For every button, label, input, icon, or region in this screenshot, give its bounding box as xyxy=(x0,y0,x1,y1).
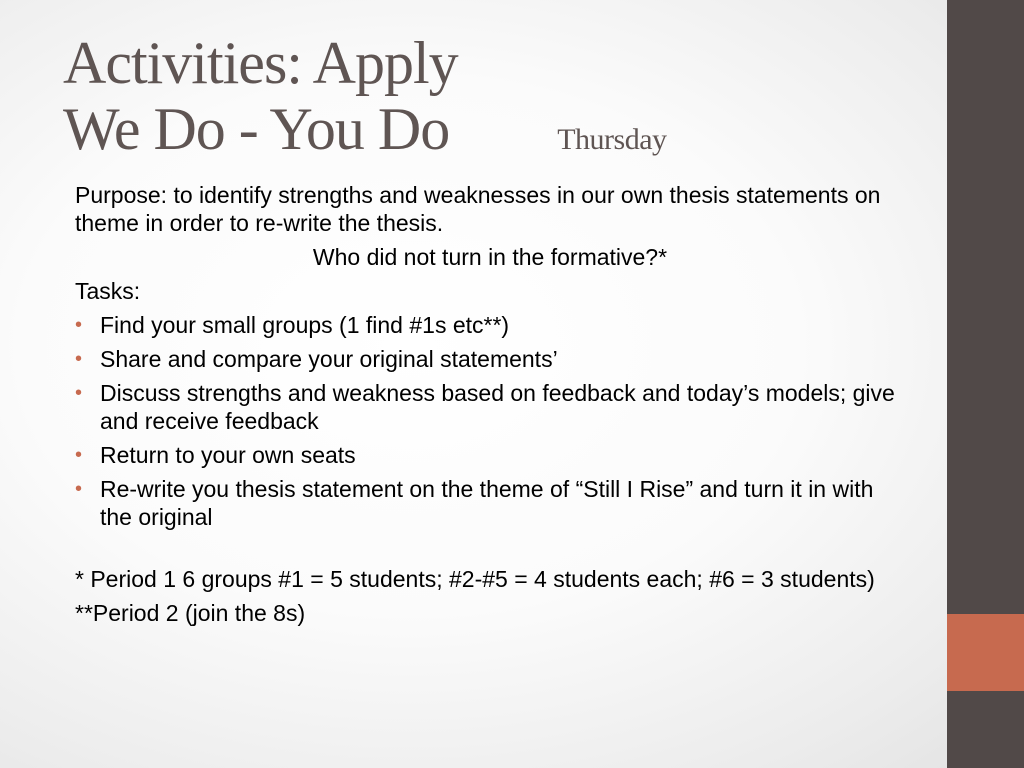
tasks-label: Tasks: xyxy=(75,278,141,304)
bullet-icon: • xyxy=(75,382,83,404)
task-text: Re-write you thesis statement on the theme of “Still I Rise” and turn it in with the original xyxy=(100,476,874,530)
task-text: Discuss strengths and weakness based on feedback and today’s models; give and receive feedback xyxy=(100,380,895,434)
bullet-icon: • xyxy=(75,478,83,500)
footnote-period-1: * Period 1 6 groups #1 = 5 students; #2-#5 = 4 students each; #6 = 3 students) xyxy=(75,566,875,592)
sidebar-accent-block xyxy=(947,614,1024,691)
bullet-icon: • xyxy=(75,348,83,370)
blank-line xyxy=(75,537,905,565)
task-item xyxy=(75,475,905,531)
title-line-1: Activities: Apply xyxy=(63,30,458,96)
bullet-icon: • xyxy=(75,444,83,466)
task-text: Return to your own seats xyxy=(100,442,356,468)
task-item xyxy=(75,441,905,469)
title-line-2-text: We Do - You Do xyxy=(63,96,450,162)
bullet-icon: • xyxy=(75,314,83,336)
task-item xyxy=(75,345,905,373)
footnote-period-2: **Period 2 (join the 8s) xyxy=(75,600,306,626)
task-text: Share and compare your original statements’ xyxy=(100,346,558,372)
slide-title xyxy=(63,30,923,173)
formative-question: Who did not turn in the formative?* xyxy=(312,244,668,270)
title-day: Thursday xyxy=(557,123,667,156)
task-text: Find your small groups (1 find #1s etc**) xyxy=(100,312,510,338)
tasks-list xyxy=(75,311,905,531)
title-line-2 xyxy=(63,96,923,173)
slide-body xyxy=(75,181,905,633)
purpose-text: Purpose: to identify strengths and weaknesses in our own thesis statements on theme in order to re-write the thesis. xyxy=(75,182,881,236)
task-item xyxy=(75,379,905,435)
task-item xyxy=(75,311,905,339)
